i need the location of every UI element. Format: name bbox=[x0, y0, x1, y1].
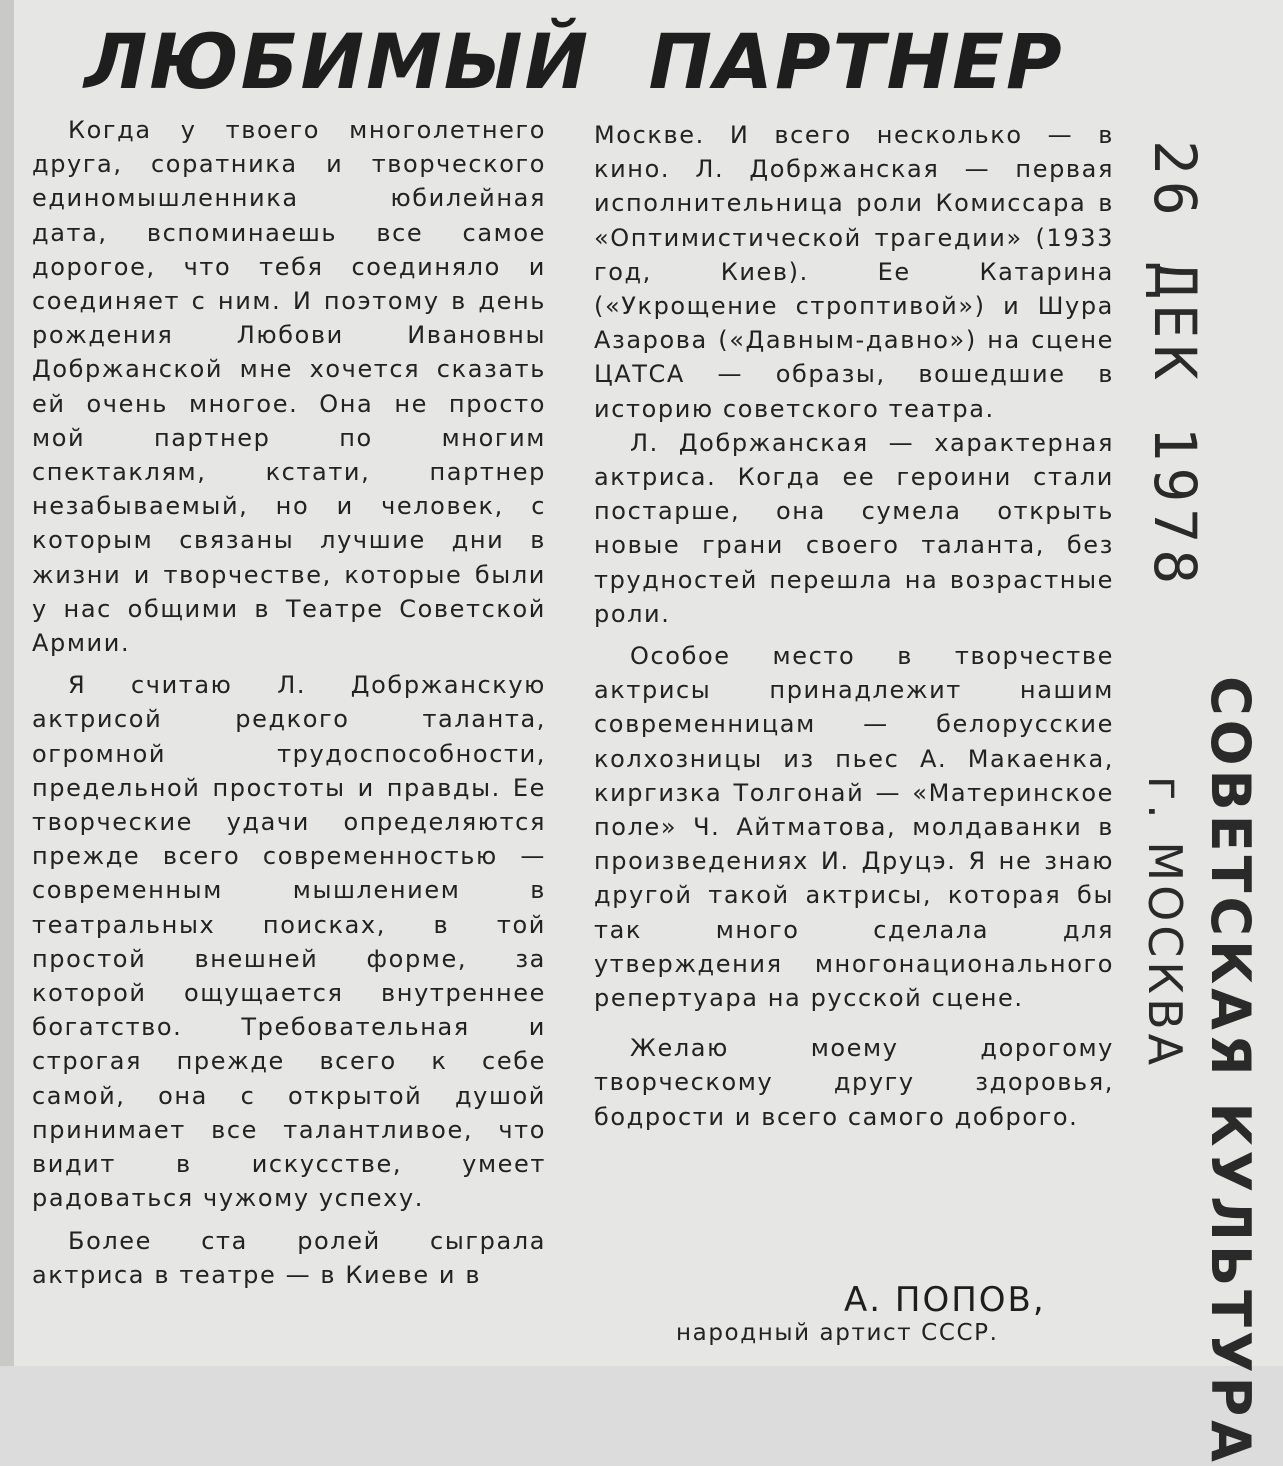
newspaper-name-stamp: СОВЕТСКАЯ КУЛЬТУРА bbox=[1199, 676, 1262, 1466]
paragraph: Л. Добржанская — характерная актриса. Когда ее героини стали постарше, она сумела открыть новые грани своего таланта, без трудностей перешла на возрастные роли. bbox=[594, 428, 1114, 628]
paragraph: Особое место в творчестве актрисы принадлежит нашим современницам — белорусские колхозницы из пьес А. Макаенка, киргизка Толгонай — «Материнское поле» Ч. Айтматова, молдаванки в произведениях И. Друцэ. Я не знаю другой такой актрисы, которая бы так много сделала для утверждения многонационального репертуара на русской сцене. bbox=[594, 642, 1114, 1013]
paragraph: Я считаю Л. Добржанскую актрисой редкого таланта, огромной трудоспособности, предельной простоты и правды. Ее творческие удачи определяются прежде всего современностью — современным мышлением в театральных поисках, в той простой внешней форме, за которой ощущается внутреннее богатство. Требовательная и строгая прежде всего к себе самой, она с открытой душой принимает все талантливое, что видит в искусстве, умеет радоваться чужому успеху. bbox=[32, 671, 546, 1213]
paragraph: Более ста ролей сыграла актриса в театре — в Киеве и в bbox=[32, 1226, 546, 1289]
article-column-right bbox=[594, 118, 1114, 1134]
paragraph: Желаю моему дорогому творческому другу здоровья, бодрости и всего самого доброго. bbox=[594, 1034, 1114, 1131]
paragraph: Москве. И всего несколько — в кино. Л. Добржанская — первая исполнительница роли Комиссара в «Оптимистической трагедии» (1933 год, Киев). Ее Катарина («Укрощение строптивой») и Шура Азарова («Давным-давно») на сцене ЦАТСА — образы, вошедшие в историю советского театра. bbox=[594, 121, 1114, 423]
author-signature: А. ПОПОВ, bbox=[844, 1280, 1046, 1320]
city-stamp: г. МОСКВА bbox=[1138, 776, 1192, 1070]
headline: ЛЮБИМЫЙ ПАРТНЕР bbox=[84, 17, 1064, 106]
paragraph: Когда у твоего многолетнего друга, соратника и творческого единомышленника юбилейная дата, вспоминаешь все самое дорогое, что тебя соединяло и соединяет с ним. И поэтому в день рождения Любови Ивановны Добржанской мне хочется сказать ей очень многое. Она не просто мой партнер по многим спектаклям, кстати, партнер незабываемый, но и человек, с которым связаны лучшие дни в жизни и творчестве, которые были у нас общими в Театре Советской Армии. bbox=[32, 116, 546, 658]
article-column-left bbox=[32, 113, 546, 1292]
author-title: народный артист СССР. bbox=[676, 1320, 999, 1346]
date-stamp: 26 ДЕК 1978 bbox=[1141, 140, 1209, 591]
